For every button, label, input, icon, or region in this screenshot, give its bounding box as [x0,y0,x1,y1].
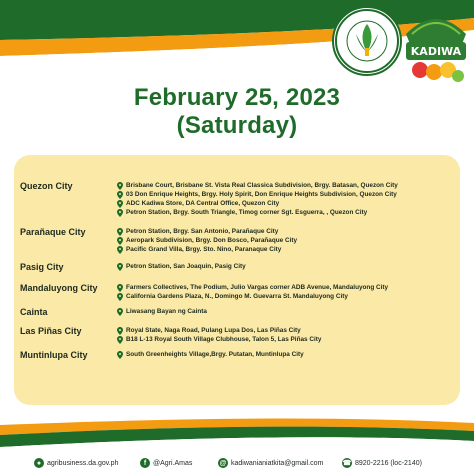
location-pin-icon [117,284,123,292]
location-pin-icon [117,351,123,359]
location-item [117,190,397,199]
location-text: Aeropark Subdivision, Brgy. Don Bosco, Parañaque City [126,237,298,244]
location-item [117,335,321,344]
location-pin-icon [117,308,123,316]
location-text: Royal State, Naga Road, Pulang Lupa Dos, Las Piñas City [126,327,301,334]
city-name: Quezon City [20,181,73,191]
date-title: February 25, 2023 [133,84,341,111]
location-text: California Gardens Plaza, N., Domingo M. Guevarra St. Mandaluyong City [126,293,348,300]
location-item [117,262,246,271]
facebook-text: @Agri.Amas [153,459,193,467]
location-item [117,350,304,359]
location-text: Petron Station, San Joaquin, Pasig City [126,263,246,270]
location-pin-icon [117,336,123,344]
phone-text: 8920-2216 (loc-2140) [355,459,422,467]
location-item [117,326,301,335]
schedule-panel [14,155,460,405]
phone-icon: ☎ [342,460,352,467]
location-text: Brisbane Court, Brisbane St. Vista Real Classica Subdivision, Brgy. Batasan, Quezon City [126,182,398,189]
location-pin-icon [117,293,123,301]
location-item [117,181,398,190]
location-text: Farmers Collectives, The Podium, Julio Vargas corner ADB Avenue, Mandaluyong City [126,284,389,291]
location-item [117,199,279,208]
email-icon: @ [219,459,227,467]
location-item [117,236,297,245]
location-pin-icon [117,246,123,254]
location-text: Pacific Grand Villa, Brgy. Sto. Nino, Paranaque City [126,246,282,253]
location-pin-icon [117,327,123,335]
location-pin-icon [117,209,123,217]
footer-email[interactable] [218,458,323,468]
kadiwa-logo [402,4,470,88]
footer-facebook[interactable] [140,458,192,468]
location-text: Petron Station, Brgy. South Triangle, Timog corner Sgt. Esguerra, , Quezon City [126,209,368,216]
city-name: Parañaque City [20,227,86,237]
location-item [117,227,278,236]
city-name: Mandaluyong City [20,283,98,293]
location-pin-icon [117,263,123,271]
facebook-icon: f [140,458,150,468]
department-of-agriculture-seal [332,6,402,76]
location-item [117,208,367,217]
location-item [117,245,281,254]
location-pin-icon [117,237,123,245]
location-text: B18 L-13 Royal South Village Clubhouse, Talon 5, Las Piñas City [126,336,322,343]
location-text: ADC Kadiwa Store, DA Central Office, Quezon City [126,200,280,207]
city-name: Muntinlupa City [20,350,88,360]
city-name: Cainta [20,307,48,317]
city-name: Las Piñas City [20,326,82,336]
location-pin-icon [117,200,123,208]
footer-website[interactable] [34,458,118,468]
location-text: 03 Don Enrique Heights, Brgy. Holy Spirit, Don Enrique Heights Subdivision, Quezon City [126,191,397,198]
location-pin-icon [117,182,123,190]
website-text: agribusiness.da.gov.ph [47,459,119,467]
location-pin-icon [117,191,123,199]
day-title: (Saturday) [176,112,298,139]
location-item [117,283,388,292]
location-text: Petron Station, Brgy. San Antonio, Parañaque City [126,228,279,235]
city-name: Pasig City [20,262,64,272]
location-item [117,292,348,301]
globe-icon: ● [34,458,44,468]
location-pin-icon [117,228,123,236]
kadiwa-brand: KADIWA [410,45,462,58]
location-item [117,307,207,316]
location-text: Liwasang Bayan ng Cainta [126,308,207,315]
email-text: kadiwanianiatkita@gmail.com [231,459,324,467]
footer-phone[interactable] [342,458,422,468]
location-text: South Greenheights Village,Brgy. Putatan, Muntinlupa City [126,351,304,358]
